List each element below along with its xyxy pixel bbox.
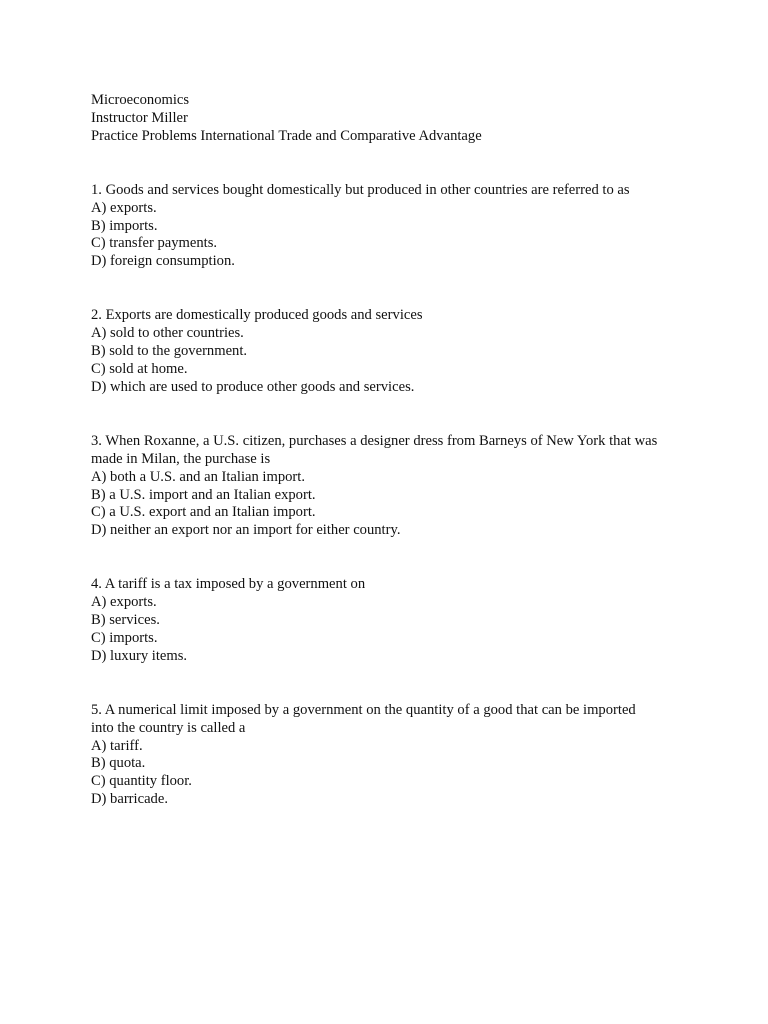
choice-a: A) exports. <box>91 594 157 611</box>
choice-c: C) imports. <box>91 629 158 646</box>
choice-d: D) luxury items. <box>91 647 188 664</box>
choice-d: D) barricade. <box>91 791 168 808</box>
question-4 <box>91 576 711 666</box>
question-3 <box>91 433 711 540</box>
choice-d: D) foreign consumption. <box>91 253 235 270</box>
question-stem: 2. Exports are domestically produced goods and services <box>91 307 423 324</box>
choice-c: C) quantity floor. <box>91 773 192 790</box>
document-header <box>91 92 711 146</box>
choice-c: C) transfer payments. <box>91 235 218 252</box>
choice-b: B) imports. <box>91 217 158 234</box>
question-5 <box>91 702 711 809</box>
document-title: Practice Problems International Trade and Comparative Advantage <box>91 127 482 144</box>
question-stem: 1. Goods and services bought domestically but produced in other countries are referred to as <box>91 181 630 198</box>
choice-d: D) neither an export nor an import for either country. <box>91 522 401 539</box>
document-page <box>91 92 711 845</box>
question-stem: 5. A numerical limit imposed by a government on the quantity of a good that can be imported into the country is called a <box>91 701 636 736</box>
choice-b: B) sold to the government. <box>91 343 248 360</box>
question-stem: 3. When Roxanne, a U.S. citizen, purchases a designer dress from Barneys of New York that was made in Milan, the purchase is <box>91 432 658 467</box>
choice-a: A) both a U.S. and an Italian import. <box>91 468 305 485</box>
choice-b: B) a U.S. import and an Italian export. <box>91 486 316 503</box>
question-1 <box>91 182 711 272</box>
choice-a: A) exports. <box>91 199 157 216</box>
question-stem: 4. A tariff is a tax imposed by a government on <box>91 576 366 593</box>
choice-a: A) tariff. <box>91 737 143 754</box>
header-spacer <box>91 146 711 182</box>
question-2 <box>91 307 711 397</box>
choice-c: C) sold at home. <box>91 360 188 377</box>
choice-c: C) a U.S. export and an Italian import. <box>91 504 316 521</box>
choice-b: B) services. <box>91 612 160 629</box>
choice-b: B) quota. <box>91 755 146 772</box>
choice-a: A) sold to other countries. <box>91 325 244 342</box>
choice-d: D) which are used to produce other goods and services. <box>91 378 415 395</box>
instructor-name: Instructor Miller <box>91 109 188 126</box>
course-name: Microeconomics <box>91 92 190 108</box>
